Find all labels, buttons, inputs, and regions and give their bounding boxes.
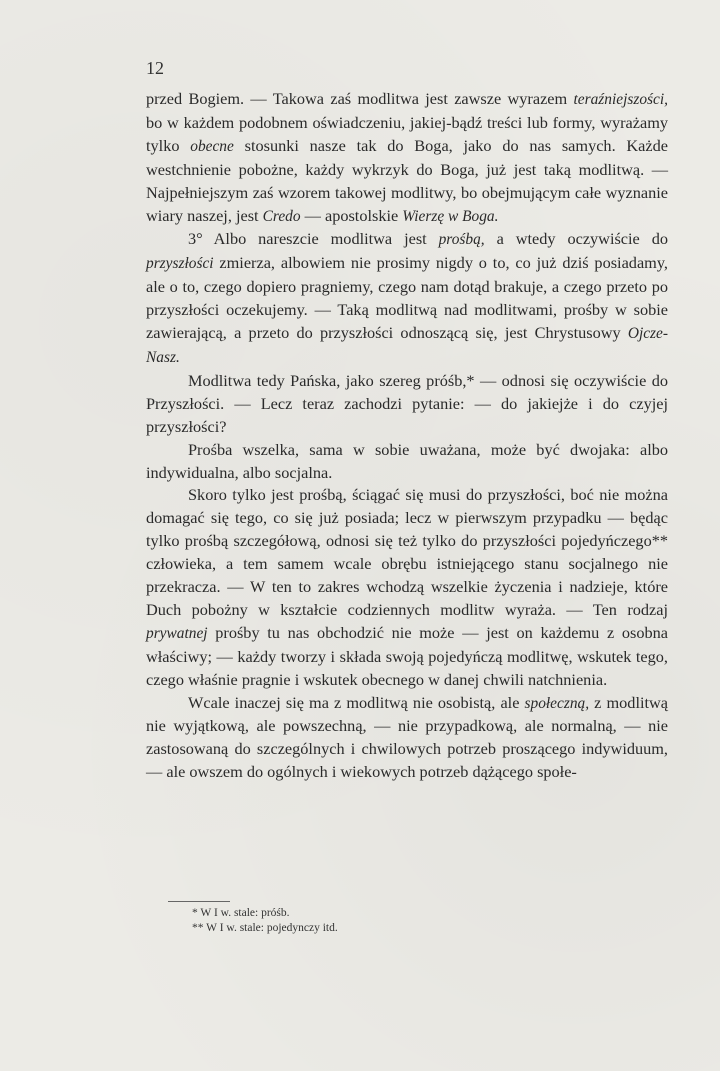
- paragraph: [146, 692, 668, 785]
- emphasis-text: teraźniejszości,: [573, 91, 668, 108]
- paragraph: [146, 439, 668, 485]
- body-text: [146, 88, 668, 784]
- text-run: stosunki nasze tak do Boga, jako do nas samych. Każde westchnienie pobożne, każdy wykrzyk do Boga, już jest taką modlitwą. — Najpełniejszym zaś wzorem takowej modlitwy, bo obejmującym całe wyznanie wiary naszej, jest: [146, 135, 668, 225]
- text-run: przed Bogiem. — Takowa zaś modlitwa jest zawsze wyrazem: [146, 89, 574, 108]
- emphasis-text: prośbą,: [438, 231, 485, 249]
- footnote: * W I w. stale: próśb.: [192, 907, 290, 919]
- text-run: zmierza, albowiem nie prosimy nigdy o to, co już dziś posiadamy, ale o to, czego dopiero pragniemy, czego nam dotąd brakuje, a czego przeto po przyszłości oczekujemy. — Taką modlitwą nad modlitwami, prośby w sobie zawierającą, a przeto do przyszłości odnoszącą się, jest Chrystusowy: [146, 253, 668, 343]
- footnotes: [192, 906, 338, 936]
- text-run: Modlitwa tedy Pańska, jako szereg próśb,* — odnosi się oczywiście do Przyszłości. — Lecz teraz zachodzi pytanie: — do jakiejże i do czyjej przyszłości?: [146, 370, 668, 436]
- paragraph: [146, 484, 668, 691]
- text-run: — apostolskie: [300, 205, 403, 225]
- paragraph: [146, 88, 668, 228]
- text-run: Wcale inaczej się ma z modlitwą nie osobistą, ale: [188, 692, 525, 712]
- page-number: 12: [146, 58, 164, 78]
- emphasis-text: przyszłości: [146, 255, 214, 273]
- emphasis-text: Credo: [262, 207, 301, 225]
- paragraph: [146, 228, 668, 369]
- emphasis-text: Wierzę w Boga.: [402, 207, 499, 225]
- emphasis-text: prywatnej: [146, 624, 208, 642]
- text-run: z modlitwą nie wyjątkową, ale powszechną, — nie przypadkową, ale normalną, — nie zastosowaną do szczególnych i chwilowych potrzeb proszącego indywiduum, — ale owszem do ogólnych i wiekowych potrzeb dążącego społe-: [146, 692, 668, 782]
- text-run: a wtedy oczywiście do: [484, 229, 668, 249]
- emphasis-text: społeczną,: [524, 694, 590, 712]
- footnote: ** W I w. stale: pojedynczy itd.: [192, 922, 338, 934]
- emphasis-text: obecne: [190, 137, 234, 155]
- emphasis-text: Ojcze-Nasz.: [146, 325, 668, 366]
- text-run: 3° Albo nareszcie modlitwa jest: [188, 229, 439, 249]
- text-run: bo w każdem podobnem oświadczeniu, jakiej-bądź treści lub formy, wyrażamy tylko: [146, 112, 668, 155]
- text-run: prośby tu nas obchodzić nie może — jest on każdemu z osobna właściwy; — każdy tworzy i składa swoją pojedyńczą modlitwę, wskutek tego, czego właśnie pragnie i wskutek obecnego w danej chwili natchnienia.: [146, 622, 668, 689]
- text-run: Prośba wszelka, sama w sobie uważana, może być dwojaka: albo indywidualna, albo socjalna.: [146, 439, 668, 482]
- text-run: Skoro tylko jest prośbą, ściągać się musi do przyszłości, boć nie można domagać się tego, co się już posiada; lecz w pierwszym przypadku — będąc tylko prośbą szczegółową, odnosi się też tylko do przyszłości pojedyńczego** człowieka, a tem samem wcale obrębu istniejącego stanu socjalnego nie przekracza. — W ten to zakres wchodzą wszelkie życzenia i nadzieje, które Duch pobożny w kształcie codziennych modlitw wyraża. — Ten rodzaj: [146, 485, 668, 619]
- footnote-divider: [168, 901, 230, 902]
- paragraph: [146, 370, 668, 439]
